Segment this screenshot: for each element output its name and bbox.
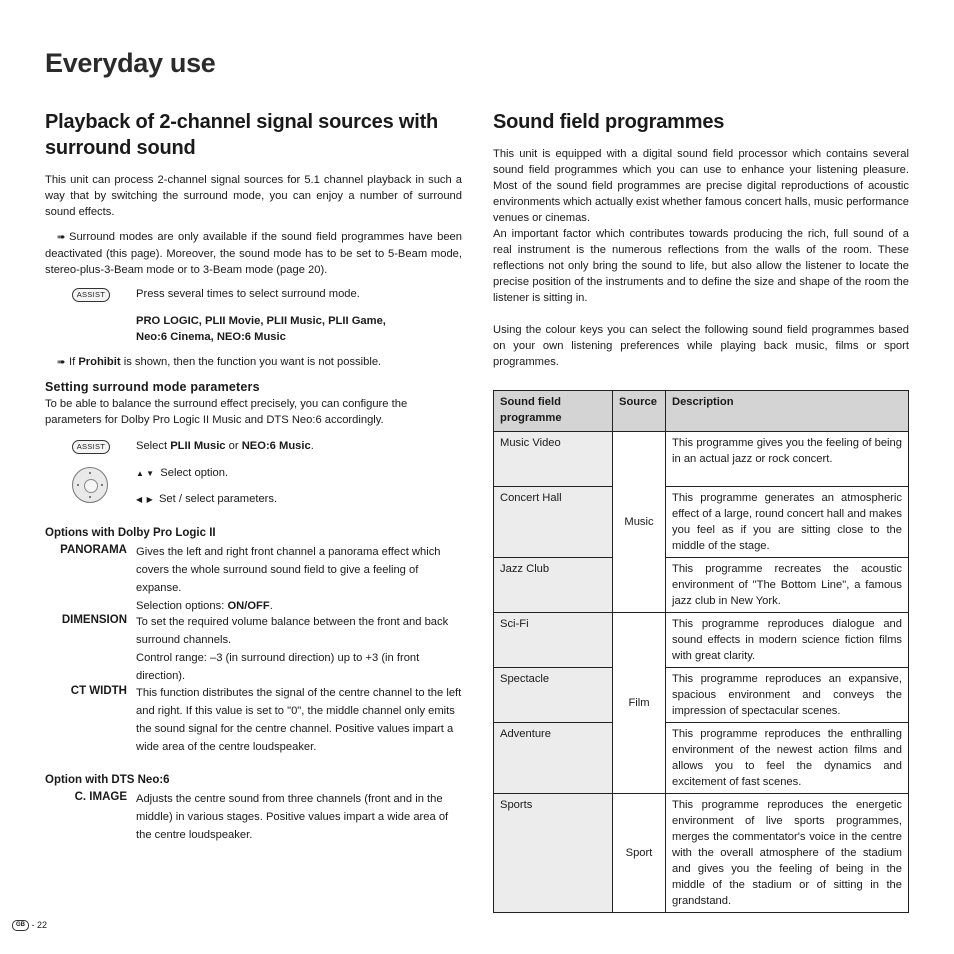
page-footer xyxy=(12,920,47,931)
right-heading: Sound field programmes xyxy=(493,111,725,133)
panorama-desc: Gives the left and right front channel a panorama effect which covers the whole surround sound field to give a feeling of expanse. Selection options: ON/OFF. xyxy=(136,546,441,612)
table-row xyxy=(494,668,909,723)
options-plii-heading: Options with Dolby Pro Logic II xyxy=(45,527,216,539)
description-cell: This programme recreates the acoustic environment of "The Bottom Line", a famous jazz club in New York. xyxy=(666,558,909,613)
programme-cell: Sci-Fi xyxy=(494,613,613,668)
source-cell: Sport xyxy=(613,794,666,913)
table-row xyxy=(494,558,909,613)
dimension-desc: To set the required volume balance between the front and back surround channels. Control range: –3 (in surround direction) up to +3 (in front direction). xyxy=(136,616,449,682)
table-row xyxy=(494,487,909,558)
source-cell: Music xyxy=(613,432,666,613)
sound-field-table xyxy=(493,390,909,913)
header-source: Source xyxy=(613,391,666,432)
programme-cell: Concert Hall xyxy=(494,487,613,558)
table-header-row xyxy=(494,391,909,432)
setting-surround-heading: Setting surround mode parameters xyxy=(45,380,260,394)
cimage-term: C. IMAGE xyxy=(74,791,127,803)
description-cell: This programme reproduces the energetic environment of live sports programmes, merges the commentator's voice in the centre with the overall atmosphere of the stadium and gives you the feeling of being in the middle of the stadium or of sitting in the grandstand. xyxy=(666,794,909,913)
source-cell: Film xyxy=(613,613,666,794)
leftright-instruction: ◀ ▶ Set / select parameters. xyxy=(136,493,278,505)
left-heading: Playback of 2-channel signal sources with surround sound xyxy=(45,111,439,159)
ctwidth-desc: This function distributes the signal of the centre channel to the left and right. If this value is set to "0", the middle channel only emits the sound signal for the centre channel. Positive values impart a wide area of the centre loudspeaker. xyxy=(136,687,462,753)
programme-cell: Jazz Club xyxy=(494,558,613,613)
table-row xyxy=(494,432,909,487)
setting-surround-intro: To be able to balance the surround effect precisely, you can configure the parameters for Dolby Pro Logic II Music and DTS Neo:6 accordingly. xyxy=(45,398,408,426)
page-title: Everyday use xyxy=(45,48,216,78)
programme-cell: Spectacle xyxy=(494,668,613,723)
left-right-arrows-icon: ◀ ▶ xyxy=(136,495,153,504)
table-row xyxy=(494,723,909,794)
left-intro: This unit can process 2-channel signal sources for 5.1 channel playback in such a way that by switching the surround mode, you can enjoy a number of surround sound effects. xyxy=(45,174,462,218)
right-para1: This unit is equipped with a digital sound field processor which contains several sound field programmes which you can use to enhance your listening pleasure. Most of the sound field programmes are precise digital reproductions of acoustic environments which actually exist whether famous concert halls, music performance venues or cinemas. xyxy=(493,148,909,224)
right-para3: Using the colour keys you can select the following sound field programmes based on your own listening preferences while playing back music, films or sport programmes. xyxy=(493,324,909,368)
note-prohibit: ➠ If Prohibit is shown, then the function you want is not possible. xyxy=(57,354,462,371)
surround-modes-list: PRO LOGIC, PLII Movie, PLII Music, PLII Game, Neo:6 Cinema, NEO:6 Music xyxy=(136,315,386,343)
up-down-arrows-icon: ▲ ▼ xyxy=(136,469,155,478)
description-cell: This programme gives you the feeling of being in an actual jazz or rock concert. xyxy=(666,432,909,487)
header-programme: Sound field programme xyxy=(494,391,613,432)
assist-button-icon: ASSIST xyxy=(72,440,110,454)
note-surround-modes: ➠ Surround modes are only available if the sound field programmes have been deactivated (this page). Moreover, the sound mode has to be set to 5-Beam mode, stereo-plus-3-Beam mode or to 3-Beam mode (page 20). xyxy=(45,231,462,276)
select-plii-neo: Select PLII Music or NEO:6 Music. xyxy=(136,440,314,452)
cimage-desc: Adjusts the centre sound from three channels (front and in the middle) in various stages. Positive values impart a wide area of the centre loudspeaker. xyxy=(136,793,449,841)
ctwidth-term: CT WIDTH xyxy=(70,685,127,697)
note-arrow-icon: ➠ xyxy=(57,357,66,368)
navigation-pad-icon xyxy=(72,467,108,503)
page-number: - 22 xyxy=(31,920,48,930)
panorama-term: PANORAMA xyxy=(60,544,127,556)
table-row xyxy=(494,613,909,668)
programme-cell: Adventure xyxy=(494,723,613,794)
description-cell: This programme reproduces an expansive, spacious environment and conveys the impression of spectacular scenes. xyxy=(666,668,909,723)
country-badge: GB xyxy=(12,920,29,931)
assist-instruction: Press several times to select surround mode. xyxy=(136,288,360,300)
header-description: Description xyxy=(666,391,909,432)
note-arrow-icon: ➠ xyxy=(57,232,66,243)
description-cell: This programme reproduces the enthralling environment of the newest action films and allows you to feel the dynamics and excitement of fast scenes. xyxy=(666,723,909,794)
options-dts-heading: Option with DTS Neo:6 xyxy=(45,774,170,786)
programme-cell: Sports xyxy=(494,794,613,913)
assist-button-icon: ASSIST xyxy=(72,288,110,302)
right-para2: An important factor which contributes towards producing the rich, full sound of a real instrument is the numerous reflections from the walls of the room. These reflections not only bring the sound to life, but also allow the listener to locate the precise position of the instruments and to define the size and shape of the room the listener is sitting in. xyxy=(493,228,909,304)
dimension-term: DIMENSION xyxy=(61,614,127,626)
updown-instruction: ▲ ▼ Select option. xyxy=(136,467,229,479)
description-cell: This programme reproduces dialogue and sound effects in modern science fiction films with great clarity. xyxy=(666,613,909,668)
description-cell: This programme generates an atmospheric effect of a large, round concert hall and makes you feel as if you are sitting close to the middle of the stage. xyxy=(666,487,909,558)
table-row xyxy=(494,794,909,913)
programme-cell: Music Video xyxy=(494,432,613,487)
